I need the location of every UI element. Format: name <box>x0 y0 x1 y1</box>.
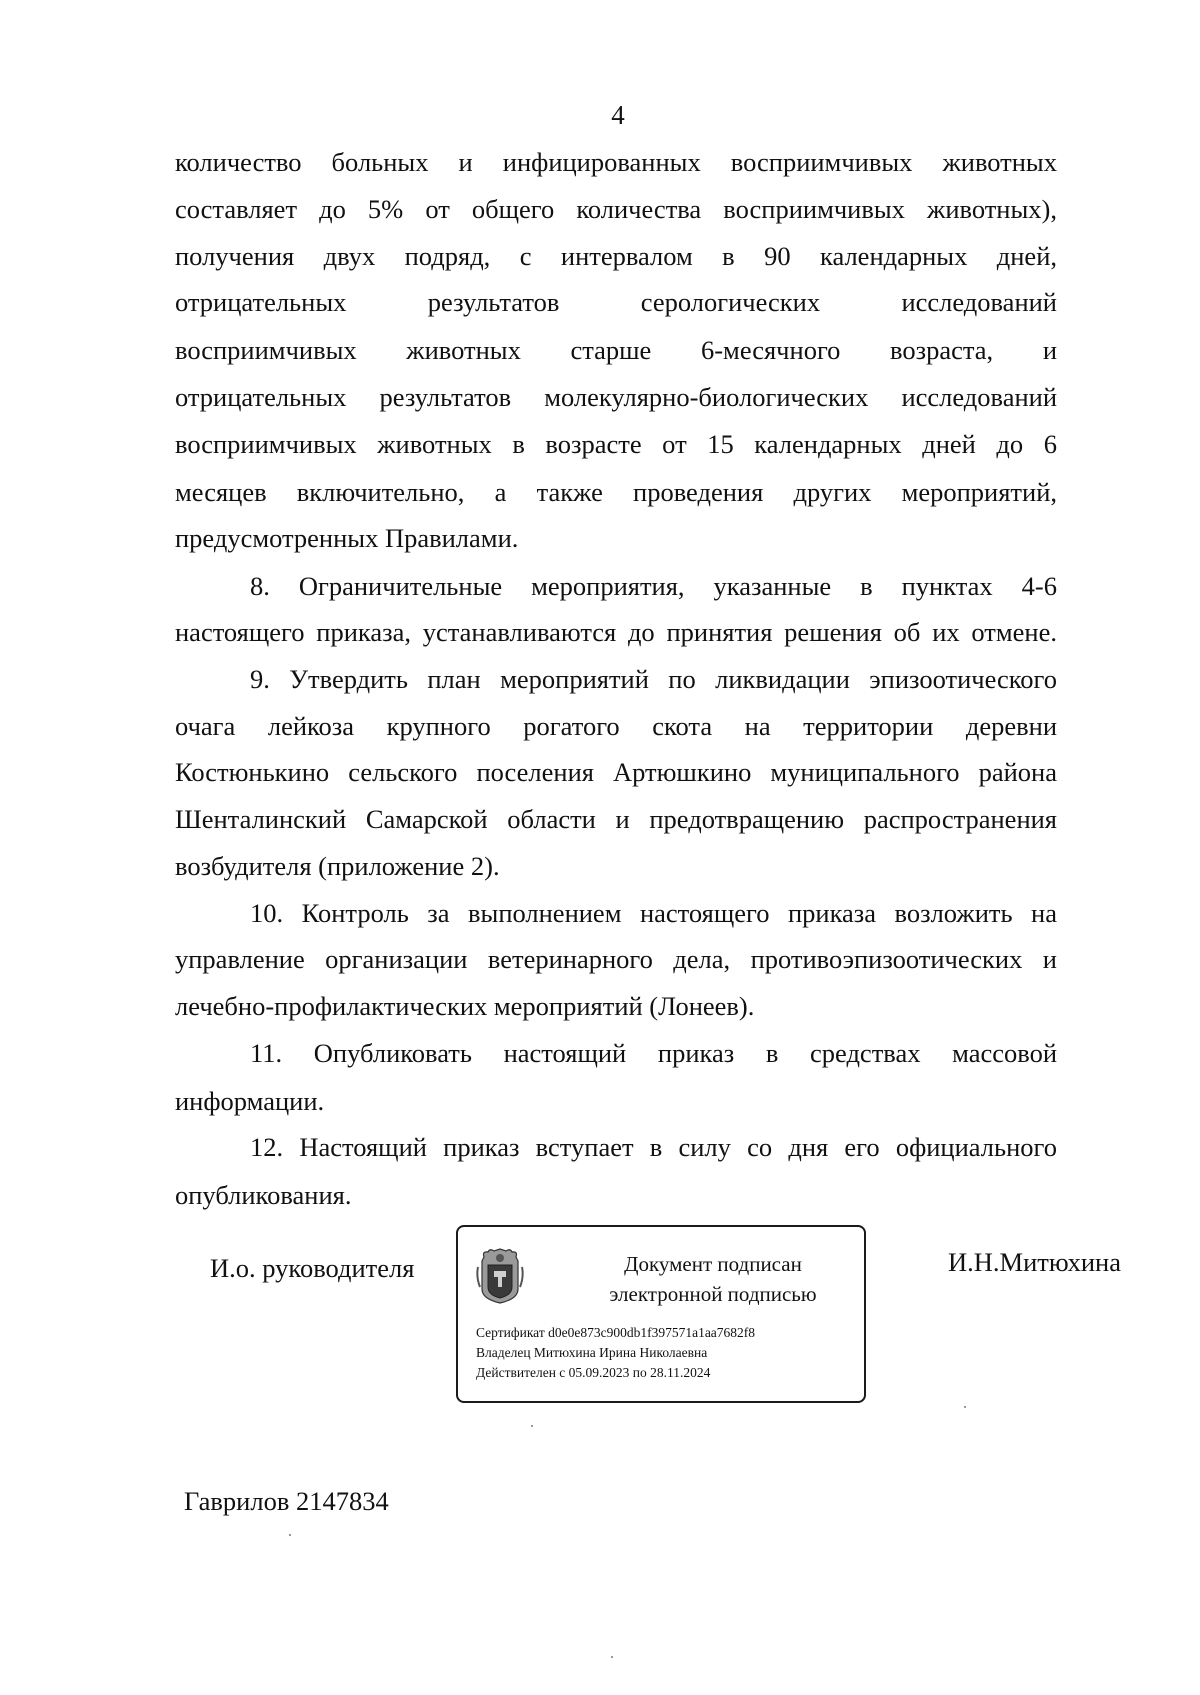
body-line: предусмотренных Правилами. <box>175 523 519 553</box>
body-line: 10. Контроль за выполнением настоящего приказа возложить на <box>250 898 1057 928</box>
body-line: восприимчивых животных в возрасте от 15 календарных дней до 6 <box>175 429 1057 459</box>
scan-speck <box>964 1406 966 1408</box>
executor-info: Гаврилов 2147834 <box>184 1486 389 1516</box>
body-line: восприимчивых животных старше 6-месячного возраста, и <box>175 335 1057 365</box>
body-line: количество больных и инфицированных восприимчивых животных <box>175 147 1057 177</box>
stamp-title <box>578 1249 848 1309</box>
page-number: 4 <box>611 100 625 130</box>
body-line: Шенталинский Самарской области и предотвращению распространения <box>175 804 1057 834</box>
scan-speck <box>611 1656 613 1658</box>
body-line: опубликования. <box>175 1180 352 1210</box>
scan-speck <box>531 1425 533 1427</box>
body-line: составляет до 5% от общего количества восприимчивых животных), <box>175 194 1057 224</box>
coat-of-arms-icon <box>476 1247 524 1305</box>
electronic-signature-stamp <box>456 1225 866 1403</box>
signatory-role: И.о. руководителя <box>210 1253 415 1283</box>
body-line: информации. <box>175 1086 325 1116</box>
body-line: отрицательных результатов молекулярно-биологических исследований <box>175 382 1057 412</box>
body-line: Костюнькино сельского поселения Артюшкино муниципального района <box>175 757 1057 787</box>
body-line: 9. Утвердить план мероприятий по ликвидации эпизоотического <box>250 664 1057 694</box>
stamp-validity: Действителен с 05.09.2023 по 28.11.2024 <box>476 1365 711 1380</box>
body-line: 12. Настоящий приказ вступает в силу со дня его официального <box>250 1132 1057 1162</box>
body-line: возбудителя (приложение 2). <box>175 851 500 881</box>
stamp-title-line1: Документ подписан <box>624 1252 802 1276</box>
stamp-certificate: Сертификат d0e0e873c900db1f397571a1aa7682f8 <box>476 1325 756 1340</box>
stamp-details <box>476 1323 856 1383</box>
body-line: 8. Ограничительные мероприятия, указанные в пунктах 4-6 <box>250 571 1057 601</box>
body-line: очага лейкоза крупного рогатого скота на территории деревни <box>175 711 1057 741</box>
scan-speck <box>289 1534 291 1536</box>
stamp-owner: Владелец Митюхина Ирина Николаевна <box>476 1345 708 1360</box>
body-line: 11. Опубликовать настоящий приказ в средствах массовой <box>250 1038 1057 1068</box>
signatory-name: И.Н.Митюхина <box>948 1247 1121 1277</box>
stamp-title-line2: электронной подписью <box>609 1282 817 1306</box>
body-line: лечебно-профилактических мероприятий (Лонеев). <box>175 991 755 1021</box>
body-line: отрицательных результатов серологических исследований <box>175 287 1057 317</box>
body-line: настоящего приказа, устанавливаются до принятия решения об их отмене. <box>175 617 1057 647</box>
body-line: месяцев включительно, а также проведения других мероприятий, <box>175 477 1057 507</box>
body-line: управление организации ветеринарного дела, противоэпизоотических и <box>175 944 1057 974</box>
body-line: получения двух подряд, с интервалом в 90 календарных дней, <box>175 241 1057 271</box>
